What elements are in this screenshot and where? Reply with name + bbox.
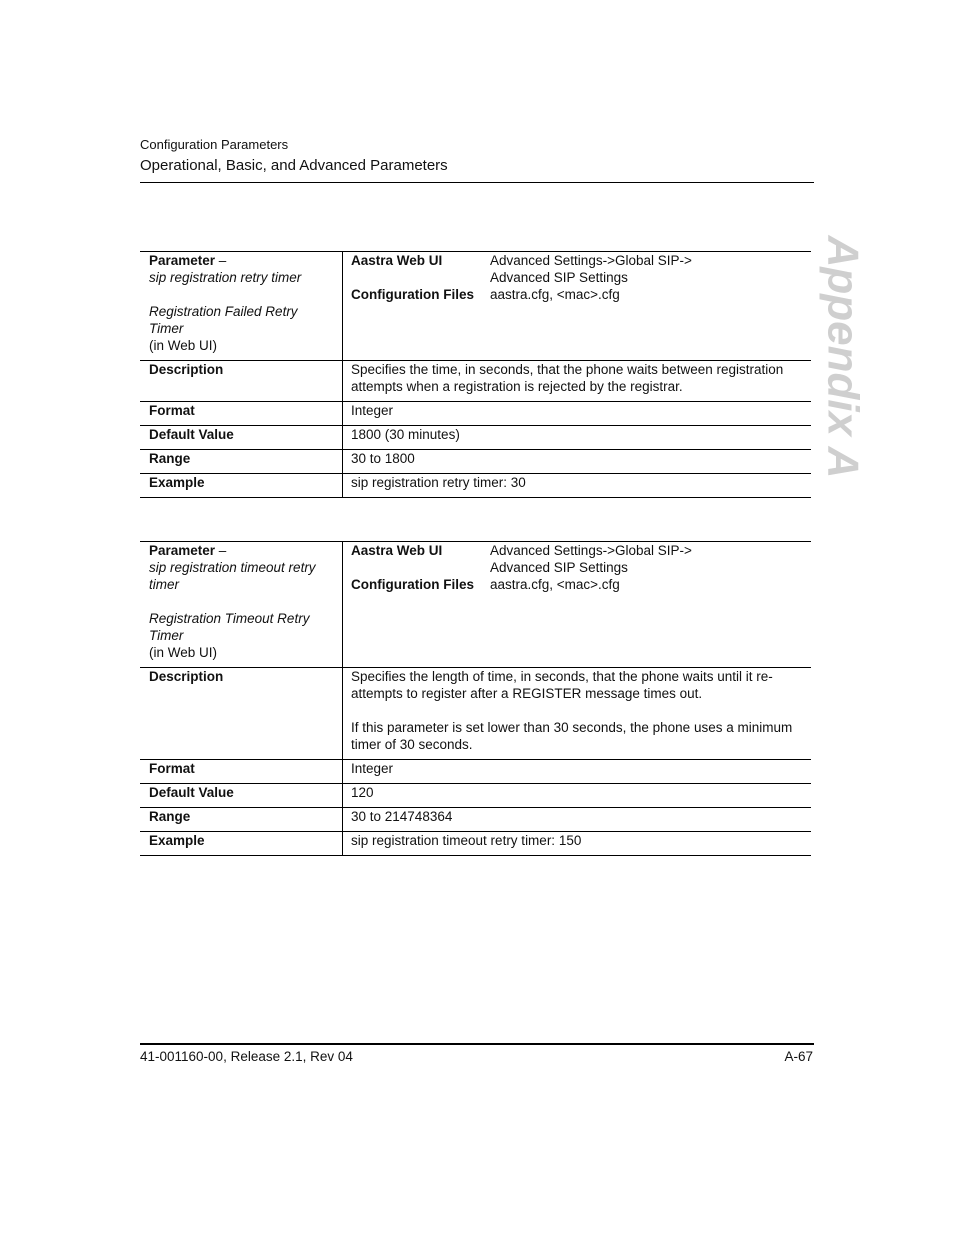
web-ui-path-line1: Advanced Settings->Global SIP-> xyxy=(490,253,692,268)
table-row-parameter xyxy=(140,252,811,361)
table-row-default xyxy=(140,784,811,808)
web-ui-label: Aastra Web UI xyxy=(351,543,443,558)
range-value: 30 to 214748364 xyxy=(343,808,812,832)
parameter-name-line1: sip registration timeout retry xyxy=(149,560,316,575)
location-cell xyxy=(343,252,812,361)
webui-note: (in Web UI) xyxy=(149,645,218,660)
example-label: Example xyxy=(140,474,343,498)
table-row-parameter xyxy=(140,542,811,668)
webui-name-line2: Timer xyxy=(149,628,184,643)
webui-note: (in Web UI) xyxy=(149,338,218,353)
config-files-label: Configuration Files xyxy=(351,287,474,302)
table-row-default xyxy=(140,426,811,450)
description-paragraph-2: If this parameter is set lower than 30 seconds, the phone uses a minimum timer of 30 seconds. xyxy=(351,720,793,752)
parameter-name: sip registration retry timer xyxy=(149,270,302,285)
description-label: Description xyxy=(140,668,343,760)
example-value: sip registration retry timer: 30 xyxy=(343,474,812,498)
parameter-dash: – xyxy=(215,253,227,268)
table-row-range xyxy=(140,808,811,832)
footer-rule xyxy=(140,1043,814,1045)
web-ui-path-line2: Advanced SIP Settings xyxy=(490,270,628,285)
web-ui-path xyxy=(490,252,692,286)
web-ui-path xyxy=(490,542,692,576)
table-row-description xyxy=(140,361,811,402)
header-rule xyxy=(140,182,814,183)
web-ui-label: Aastra Web UI xyxy=(351,253,443,268)
table-row-example xyxy=(140,832,811,856)
location-table xyxy=(351,252,692,303)
location-table xyxy=(351,542,692,593)
table-row-format xyxy=(140,760,811,784)
location-cell xyxy=(343,542,812,668)
appendix-side-tab xyxy=(818,235,868,479)
table-row-format xyxy=(140,402,811,426)
parameter-label: Parameter xyxy=(149,543,216,558)
config-files-value: aastra.cfg, <mac>.cfg xyxy=(490,287,620,302)
range-label: Range xyxy=(140,808,343,832)
default-value: 120 xyxy=(343,784,812,808)
webui-name-line1: Registration Timeout Retry xyxy=(149,611,310,626)
running-header-section: Operational, Basic, and Advanced Parameters xyxy=(140,157,448,174)
format-label: Format xyxy=(140,760,343,784)
parameter-table-retry-timer xyxy=(140,251,811,498)
default-value: 1800 (30 minutes) xyxy=(343,426,812,450)
default-label: Default Value xyxy=(140,784,343,808)
table-row-description xyxy=(140,668,811,760)
parameter-name-line2: timer xyxy=(149,577,179,592)
appendix-tab-label: Appendix A xyxy=(818,235,868,479)
webui-name-line2: Timer xyxy=(149,321,184,336)
footer-doc-id: 41-001160-00, Release 2.1, Rev 04 xyxy=(140,1049,353,1064)
webui-name-line1: Registration Failed Retry xyxy=(149,304,298,319)
parameter-label: Parameter xyxy=(149,253,216,268)
default-label: Default Value xyxy=(140,426,343,450)
web-ui-path-line1: Advanced Settings->Global SIP-> xyxy=(490,543,692,558)
example-value: sip registration timeout retry timer: 150 xyxy=(343,832,812,856)
description-label: Description xyxy=(140,361,343,402)
parameter-cell xyxy=(140,542,343,668)
table-row-range xyxy=(140,450,811,474)
parameter-dash: – xyxy=(215,543,227,558)
format-label: Format xyxy=(140,402,343,426)
config-files-label: Configuration Files xyxy=(351,577,474,592)
example-label: Example xyxy=(140,832,343,856)
range-label: Range xyxy=(140,450,343,474)
range-value: 30 to 1800 xyxy=(343,450,812,474)
description-value: Specifies the time, in seconds, that the phone waits between registration attempts when a registration is rejected by the registrar. xyxy=(343,361,812,402)
running-header-chapter: Configuration Parameters xyxy=(140,137,289,152)
parameter-cell xyxy=(140,252,343,361)
parameter-table-timeout-retry-timer xyxy=(140,541,811,856)
format-value: Integer xyxy=(343,760,812,784)
footer-page-number: A-67 xyxy=(784,1049,813,1064)
description-paragraph-1: Specifies the length of time, in seconds, that the phone waits until it re-attempts to register after a REGISTER message times out. xyxy=(351,669,773,701)
format-value: Integer xyxy=(343,402,812,426)
config-files-value: aastra.cfg, <mac>.cfg xyxy=(490,577,620,592)
description-value xyxy=(343,668,812,760)
web-ui-path-line2: Advanced SIP Settings xyxy=(490,560,628,575)
table-row-example xyxy=(140,474,811,498)
